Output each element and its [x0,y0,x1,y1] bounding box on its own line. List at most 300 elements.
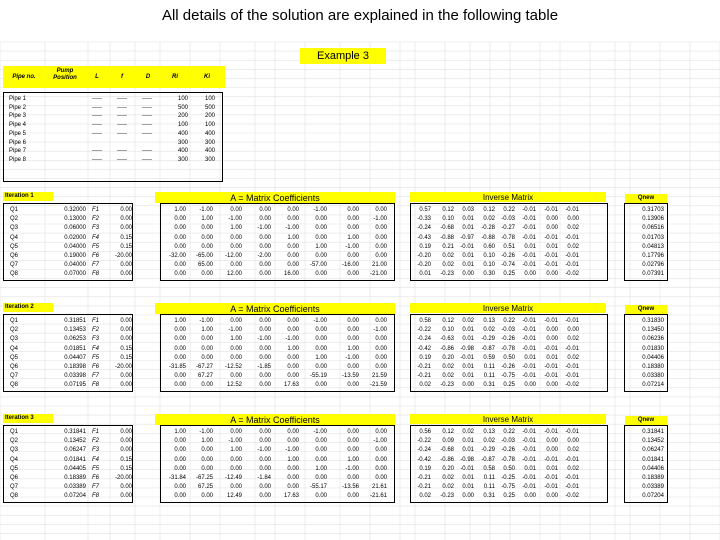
inverse-cell: -0.98 [460,345,474,352]
matrix-cell: -1.00 [228,438,242,445]
inverse-cell: 0.13 [483,429,495,435]
matrix-cell: -12.49 [224,475,242,481]
matrix-cell: 1.00 [230,447,242,454]
q-label: Q3 [10,225,19,232]
matrix-cell: 0.00 [259,345,271,352]
q-label: Q6 [10,364,19,370]
inverse-cell: -0.87 [481,345,495,352]
pipe-Ri: 500 [177,104,188,111]
matrix-cell: -16.00 [341,262,359,269]
matrix-cell: -55.17 [309,484,327,491]
matrix-cell: 17.63 [283,382,299,389]
q-value: 0.04000 [64,262,86,269]
matrix-cell: -1.00 [257,447,271,454]
qnew-border [624,425,668,503]
matrix-cell: 1.00 [174,318,186,324]
inverse-cell: 0.10 [483,253,495,259]
matrix-cell: 12.49 [226,493,242,500]
matrix-cell: 0.00 [259,465,271,472]
qnew-value: 0.13452 [642,438,664,445]
inverse-cell: -0.01 [522,225,536,232]
inverse-cell: 0.12 [483,207,495,213]
matrix-cell: 1.00 [230,336,242,343]
inverse-cell: 0.00 [524,493,536,500]
matrix-cell: -1.85 [257,364,271,370]
inverse-cell: -0.01 [565,429,579,435]
inverse-cell: 0.01 [462,373,474,380]
matrix-cell: 0.00 [347,225,359,232]
pipe-f: ----- [117,96,127,102]
matrix-cell: 0.00 [315,475,327,481]
inverse-cell: 0.60 [483,243,495,250]
inverse-cell: 0.19 [419,354,431,361]
pipe-header-5: Ri [172,74,178,80]
inverse-cell: 0.25 [503,271,515,278]
f-value: 0.15 [120,456,132,463]
inverse-cell: -0.01 [544,262,558,269]
matrix-cell: 17.63 [283,493,299,500]
matrix-cell: 0.00 [287,429,299,435]
matrix-cell: -21.61 [369,493,387,500]
inverse-cell: -0.01 [522,207,536,213]
matrix-cell: 21.00 [371,262,387,269]
pipe-header-0: Pipe no. [12,74,36,80]
pipe-Ri: 300 [177,156,188,163]
matrix-border [160,425,395,503]
inverse-cell: 0.00 [546,336,558,343]
f-label: F2 [92,216,100,223]
pipe-L: ----- [92,104,102,111]
matrix-cell: -1.00 [373,438,387,445]
inverse-cell: -0.01 [522,262,536,269]
matrix-cell: -12.52 [224,364,242,370]
q-label: Q8 [10,271,19,278]
inverse-cell: 0.10 [442,327,454,334]
qnew-value: 0.02796 [642,262,664,269]
inverse-cell: 0.01 [546,465,558,472]
matrix-cell: -1.00 [373,327,387,334]
matrix-cell: 0.00 [174,262,186,269]
matrix-cell: -32.00 [168,253,186,259]
matrix-cell: 0.00 [174,438,186,445]
inverse-cell: 0.00 [462,382,474,389]
inverse-cell: 0.02 [567,243,579,250]
matrix-cell: -31.85 [168,364,186,370]
f-value: 0.15 [120,465,132,472]
inverse-cell: 0.00 [546,382,558,389]
matrix-cell: 0.00 [201,271,213,278]
f-value: 0.00 [120,447,132,454]
inverse-cell: 0.00 [546,438,558,445]
inverse-cell: -0.88 [481,234,495,241]
f-value: 0.00 [120,327,132,334]
matrix-cell: 0.00 [174,447,186,454]
inverse-cell: -0.24 [417,447,431,454]
pipe-Ri: 100 [177,122,188,129]
pipe-L: ----- [92,113,102,120]
inverse-cell: 0.00 [524,271,536,278]
matrix-cell: 0.00 [174,243,186,250]
q-label: Q2 [10,216,19,223]
pipe-L: ----- [92,122,102,129]
f-label: F5 [92,243,100,250]
q-value: 0.04000 [64,243,86,250]
matrix-cell: 1.00 [174,429,186,435]
matrix-cell: 0.00 [375,207,387,213]
matrix-cell: 1.00 [347,345,359,352]
matrix-cell: -1.00 [199,207,213,213]
matrix-cell: -1.00 [257,336,271,343]
pipe-Ki: 400 [204,148,215,155]
matrix-cell: 0.00 [315,216,327,223]
matrix-cell: 1.00 [174,207,186,213]
inverse-cell: 0.02 [483,216,495,223]
inverse-cell: 0.25 [503,382,515,389]
q-label: Q2 [10,438,19,445]
inverse-cell: -0.01 [565,253,579,259]
matrix-cell: 0.00 [201,456,213,463]
inverse-cell: 0.02 [483,438,495,445]
inverse-cell: -0.01 [565,484,579,491]
matrix-cell: 0.00 [347,364,359,370]
matrix-cell: 0.00 [347,438,359,445]
q-value: 0.01851 [64,345,86,352]
f-label: F3 [92,447,100,454]
matrix-cell: 0.00 [287,207,299,213]
matrix-cell: 0.00 [287,364,299,370]
matrix-title: A = Matrix Coefficients [230,415,320,425]
inverse-cell: -0.21 [417,373,431,380]
qnew-value: 0.07391 [642,271,664,278]
pipe-header-3: f [121,74,123,80]
pipe-Ki: 100 [204,122,215,129]
matrix-cell: 21.61 [371,484,387,491]
inverse-cell: -0.01 [522,253,536,259]
inverse-cell: -0.63 [440,336,454,343]
inverse-border [410,203,608,281]
inverse-cell: -0.01 [522,429,536,435]
matrix-cell: 0.00 [259,429,271,435]
q-value: 0.03389 [64,484,86,491]
matrix-cell: 0.00 [347,216,359,223]
inverse-cell: 0.11 [483,475,495,481]
matrix-cell: 0.00 [201,336,213,343]
inverse-cell: 0.01 [462,438,474,445]
matrix-cell: 0.00 [315,234,327,241]
matrix-cell: 0.00 [259,484,271,491]
pipe-D: ----- [142,96,152,102]
matrix-cell: 0.00 [315,271,327,278]
inverse-cell: 0.31 [483,493,495,500]
inverse-cell: -0.42 [417,456,431,463]
f-label: F5 [92,354,100,361]
inverse-cell: -0.68 [440,225,454,232]
matrix-cell: 0.00 [201,447,213,454]
inverse-cell: -0.01 [544,475,558,481]
pipe-name: Pipe 6 [9,139,27,146]
f-label: F7 [92,262,100,269]
f-label: F7 [92,484,100,491]
pipe-D: ----- [142,148,152,155]
pipe-Ki: 300 [204,156,215,163]
pipe-L: ----- [92,148,102,155]
pipe-Ri: 200 [177,113,188,120]
qnew-value: 0.31703 [642,207,664,213]
matrix-cell: 0.00 [347,447,359,454]
matrix-cell: 0.00 [347,336,359,343]
matrix-cell: 0.00 [375,456,387,463]
qnew-value: 0.13906 [642,216,664,223]
inverse-cell: -0.78 [501,345,515,352]
inverse-cell: -0.75 [501,373,515,380]
pipe-name: Pipe 1 [9,96,27,102]
pipe-f: ----- [117,104,127,111]
f-value: 0.00 [120,318,132,324]
inverse-cell: 0.00 [462,493,474,500]
inverse-cell: 0.01 [462,327,474,334]
f-label: F1 [92,429,100,435]
inverse-cell: -0.01 [522,484,536,491]
matrix-cell: 0.00 [201,243,213,250]
pipe-name: Pipe 5 [9,130,27,137]
inverse-cell: 0.12 [442,207,454,213]
pipe-Ri: 100 [177,96,188,102]
matrix-cell: 1.00 [315,465,327,472]
f-label: F3 [92,336,100,343]
qnew-value: 0.04406 [642,354,664,361]
inverse-cell: 0.11 [483,373,495,380]
matrix-cell: -1.00 [285,447,299,454]
matrix-cell: 0.00 [230,207,242,213]
qnew-value: 0.04813 [642,243,664,250]
inverse-cell: -0.25 [501,475,515,481]
q-value: 0.31841 [64,429,86,435]
inverse-cell: 0.02 [567,354,579,361]
matrix-cell: 0.00 [315,327,327,334]
f-label: F1 [92,318,100,324]
matrix-cell: 0.00 [315,456,327,463]
pipe-name: Pipe 8 [9,156,27,163]
matrix-cell: 0.00 [315,345,327,352]
pipe-header-4: D [145,74,151,80]
inverse-cell: 0.19 [419,465,431,472]
matrix-cell: 0.00 [375,225,387,232]
inverse-cell: 0.22 [503,207,515,213]
inverse-cell: -0.03 [501,216,515,223]
pipe-Ri: 400 [177,130,188,137]
matrix-cell: 67.25 [197,484,213,491]
inverse-cell: 0.00 [546,327,558,334]
inverse-cell: 0.02 [442,364,454,370]
matrix-cell: 0.00 [174,345,186,352]
q-value: 0.06000 [64,225,86,232]
inverse-cell: -0.01 [544,484,558,491]
q-value: 0.06247 [64,447,86,454]
inverse-cell: -0.74 [501,262,515,269]
inverse-cell: -0.01 [544,345,558,352]
inverse-cell: -0.21 [417,484,431,491]
matrix-cell: 12.00 [226,271,242,278]
q-value: 0.18398 [64,364,86,370]
qnew-value: 0.01841 [642,456,664,463]
inverse-cell: 0.00 [567,327,579,334]
q-label: Q8 [10,493,19,500]
matrix-cell: -65.00 [195,253,213,259]
inverse-cell: 0.59 [483,354,495,361]
matrix-cell: 1.00 [347,456,359,463]
matrix-cell: 0.00 [287,253,299,259]
inverse-cell: 0.01 [462,262,474,269]
inverse-cell: 0.03 [462,207,474,213]
f-label: F6 [92,364,100,370]
f-value: 0.00 [120,336,132,343]
inverse-cell: 0.01 [524,243,536,250]
f-value: 0.00 [120,262,132,269]
inverse-cell: -0.01 [544,207,558,213]
q-table-border [3,314,133,392]
inverse-cell: -0.02 [565,271,579,278]
inverse-cell: 0.10 [483,262,495,269]
matrix-cell: -1.00 [345,243,359,250]
inverse-cell: -0.23 [440,271,454,278]
matrix-cell: -1.00 [257,225,271,232]
inverse-title: Inverse Matrix [482,304,534,313]
q-label: Q2 [10,327,19,334]
inverse-cell: 0.13 [483,318,495,324]
pipe-D: ----- [142,104,152,111]
q-label: Q3 [10,336,19,343]
inverse-cell: 0.11 [483,484,495,491]
pipe-Ri: 300 [177,139,188,146]
matrix-cell: -1.00 [199,429,213,435]
inverse-cell: -0.01 [544,373,558,380]
inverse-cell: -0.01 [544,456,558,463]
inverse-cell: 0.12 [442,429,454,435]
inverse-cell: -0.01 [565,373,579,380]
qnew-value: 0.18389 [642,475,664,481]
inverse-cell: 0.00 [546,271,558,278]
matrix-cell: 0.00 [375,465,387,472]
q-value: 0.02000 [64,234,86,241]
inverse-cell: -0.33 [417,216,431,223]
qnew-value: 0.04406 [642,465,664,472]
inverse-border [410,425,608,503]
inverse-cell: -0.01 [522,373,536,380]
matrix-cell: 0.00 [201,345,213,352]
inverse-cell: -0.27 [501,225,515,232]
inverse-cell: 0.22 [503,318,515,324]
inverse-cell: 0.09 [442,438,454,445]
inverse-cell: 0.02 [419,382,431,389]
q-value: 0.31851 [64,318,86,324]
matrix-cell: 0.00 [347,327,359,334]
q-label: Q5 [10,354,19,361]
matrix-cell: -1.00 [285,336,299,343]
inverse-cell: 0.22 [503,429,515,435]
matrix-cell: -55.19 [309,373,327,380]
matrix-title: A = Matrix Coefficients [230,193,320,203]
matrix-cell: 0.00 [230,429,242,435]
q-label: Q8 [10,382,19,389]
inverse-cell: -0.22 [417,438,431,445]
f-label: F8 [92,271,100,278]
inverse-cell: 0.02 [462,429,474,435]
pipe-L: ----- [92,130,102,137]
qnew-value: 0.13450 [642,327,664,334]
q-label: Q4 [10,345,19,352]
matrix-cell: 0.00 [347,475,359,481]
inverse-cell: -0.29 [481,336,495,343]
matrix-cell: 0.00 [259,262,271,269]
matrix-cell: -31.84 [168,475,186,481]
matrix-cell: 0.00 [375,364,387,370]
inverse-cell: 0.57 [419,207,431,213]
matrix-cell: 1.00 [287,345,299,352]
inverse-cell: 0.30 [483,271,495,278]
inverse-cell: 0.01 [419,271,431,278]
inverse-cell: -0.87 [481,456,495,463]
q-label: Q5 [10,465,19,472]
matrix-cell: -1.00 [345,354,359,361]
qnew-value: 0.06247 [642,447,664,454]
q-table-border [3,203,133,281]
inverse-cell: 0.01 [462,336,474,343]
matrix-cell: 0.00 [375,475,387,481]
inverse-cell: 0.01 [462,225,474,232]
inverse-cell: -0.26 [501,364,515,370]
f-label: F3 [92,225,100,232]
matrix-cell: 0.00 [347,253,359,259]
matrix-cell: -1.00 [313,207,327,213]
inverse-cell: 0.02 [419,493,431,500]
pipe-name: Pipe 2 [9,104,27,111]
inverse-cell: 0.02 [442,253,454,259]
matrix-cell: 0.00 [174,354,186,361]
matrix-cell: -2.00 [257,253,271,259]
matrix-cell: 1.00 [201,438,213,445]
inverse-cell: 0.11 [483,364,495,370]
inverse-cell: 0.02 [567,336,579,343]
q-value: 0.01841 [64,456,86,463]
matrix-cell: 0.00 [230,345,242,352]
matrix-cell: -12.00 [224,253,242,259]
matrix-cell: 1.00 [315,243,327,250]
qnew-value: 0.17796 [642,253,664,259]
matrix-cell: 1.00 [201,216,213,223]
inverse-cell: 0.01 [462,484,474,491]
inverse-cell: -0.28 [481,225,495,232]
pipe-L: ----- [92,156,102,163]
inverse-cell: 0.00 [546,447,558,454]
inverse-cell: -0.26 [501,336,515,343]
inverse-cell: 0.02 [442,475,454,481]
inverse-cell: -0.98 [460,456,474,463]
matrix-cell: 0.00 [375,429,387,435]
f-value: 0.15 [120,354,132,361]
matrix-cell: 0.00 [375,234,387,241]
pipe-f: ----- [117,156,127,163]
qnew-title: Qnew [637,306,655,312]
q-label: Q4 [10,234,19,241]
matrix-cell: 0.00 [259,318,271,324]
matrix-cell: 0.00 [174,456,186,463]
matrix-cell: -67.27 [195,364,213,370]
f-value: 0.15 [120,345,132,352]
matrix-cell: 12.52 [226,382,242,389]
inverse-cell: -0.86 [440,456,454,463]
f-label: F1 [92,207,100,213]
pipe-header-2: L [95,74,99,80]
